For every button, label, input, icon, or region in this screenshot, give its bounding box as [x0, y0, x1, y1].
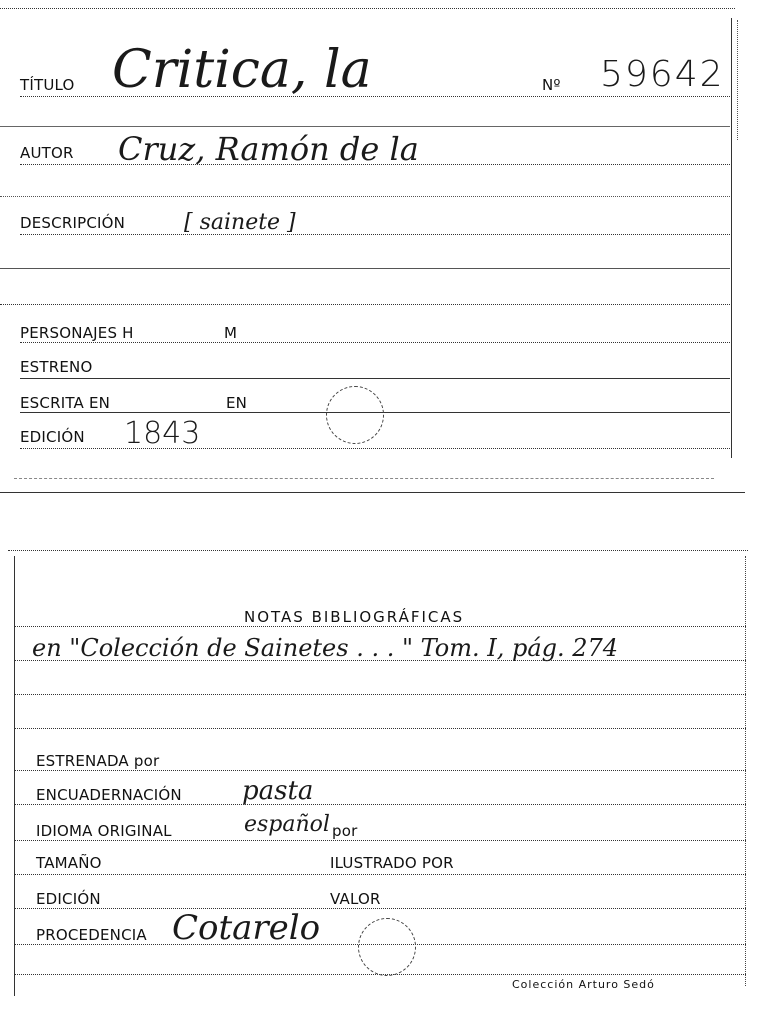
descripcion-value: [ sainete ]	[184, 210, 296, 235]
edicion2-label: EDICIÓN	[36, 890, 101, 908]
card1-punch-hole	[326, 386, 384, 444]
card1-top-edge	[0, 8, 735, 9]
ilustrado-label: ILUSTRADO POR	[330, 854, 454, 872]
idioma-por-label: por	[332, 822, 358, 840]
escrita-en-label: EN	[226, 394, 248, 412]
edicion-line	[20, 448, 730, 449]
valor-label: VALOR	[330, 890, 381, 908]
card1-bottom-dots	[14, 478, 714, 479]
tamano-line	[14, 874, 746, 875]
titulo-value: Critica, la	[112, 40, 372, 100]
personajes-line	[20, 342, 730, 343]
tamano-label: TAMAÑO	[36, 854, 102, 872]
estreno-line	[20, 378, 730, 379]
descripcion-line	[20, 234, 730, 235]
notas-title-line	[14, 626, 746, 627]
notas-title: NOTAS BIBLIOGRÁFICAS	[244, 608, 465, 626]
idioma-line	[14, 840, 746, 841]
encuadernacion-line	[14, 804, 746, 805]
descripcion-label: DESCRIPCIÓN	[20, 214, 126, 232]
edicion-label: EDICIÓN	[20, 428, 85, 446]
descripcion-line-2	[0, 268, 730, 269]
card2-top-edge	[8, 550, 748, 551]
card2-right-border	[745, 556, 746, 986]
personajes-label: PERSONAJES H	[20, 324, 134, 342]
estrenada-line	[14, 770, 746, 771]
procedencia-label: PROCEDENCIA	[36, 926, 147, 944]
escrita-label: ESCRITA EN	[20, 394, 111, 412]
numero-label: Nº	[542, 76, 561, 94]
autor-label: AUTOR	[20, 144, 74, 162]
encuadernacion-label: ENCUADERNACIÓN	[36, 786, 182, 804]
card2-left-border	[14, 556, 15, 996]
personajes-m-label: M	[224, 324, 238, 342]
footer-collection: Colección Arturo Sedó	[512, 978, 655, 991]
estrenada-label: ESTRENADA por	[36, 752, 160, 770]
idioma-label: IDIOMA ORIGINAL	[36, 822, 172, 840]
titulo-line	[20, 96, 730, 97]
encuadernacion-value: pasta	[242, 776, 314, 806]
card2-punch-hole	[358, 918, 416, 976]
autor-line-2	[0, 196, 730, 197]
card1-bottom-edge	[0, 492, 745, 493]
card1-right-edge-dots	[737, 20, 738, 140]
edicion-value: 1843	[124, 416, 201, 451]
notas-line-3	[14, 728, 746, 729]
autor-line	[20, 164, 730, 165]
edicion2-line	[14, 908, 746, 909]
numero-value: 59642	[600, 54, 725, 95]
titulo-line-under	[0, 126, 730, 127]
notas-line1: en "Colección de Sainetes . . . " Tom. I, pág. 274	[32, 634, 619, 662]
procedencia-value: Cotarelo	[172, 908, 321, 948]
estreno-label: ESTRENO	[20, 358, 93, 376]
idioma-value: español	[244, 812, 330, 837]
notas-line-1	[14, 660, 746, 661]
notas-line-2	[14, 694, 746, 695]
card1-right-border	[731, 18, 732, 458]
blank-line-1	[0, 304, 730, 305]
autor-value: Cruz, Ramón de la	[118, 130, 419, 168]
titulo-label: TÍTULO	[20, 76, 75, 94]
